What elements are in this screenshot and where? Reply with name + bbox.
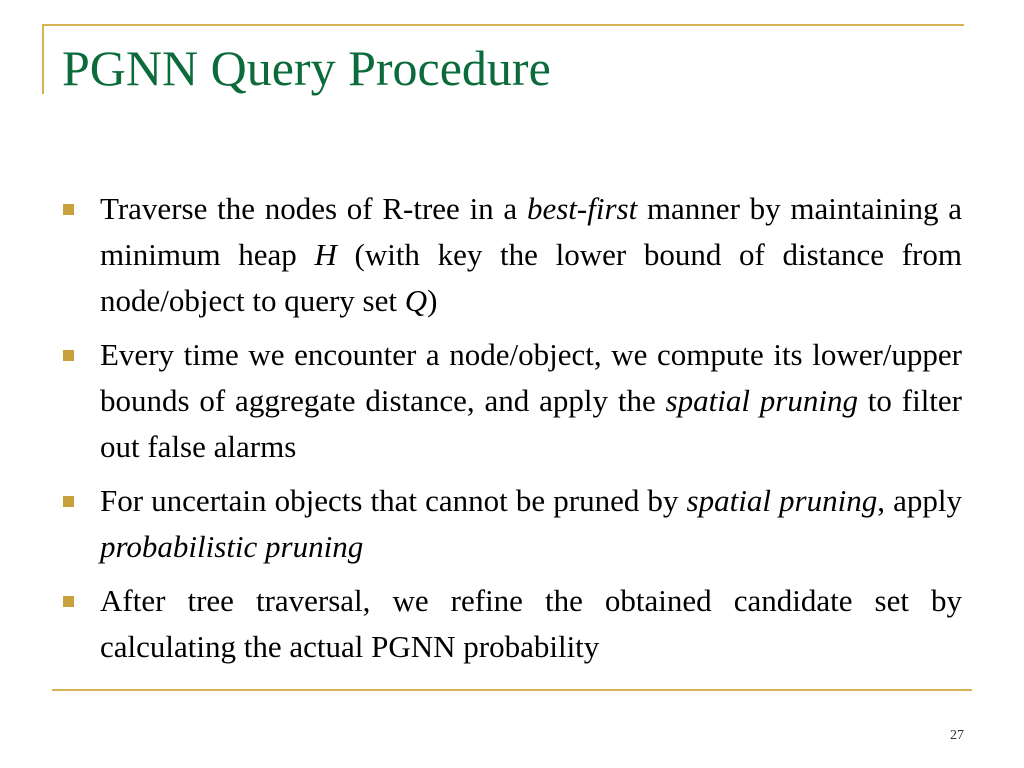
left-border-line [42, 24, 44, 94]
text-run: to filter out false alarms [100, 383, 962, 464]
footer-divider [52, 689, 972, 691]
text-run-italic: Q [404, 283, 428, 318]
bullet-item [60, 186, 962, 324]
bullet-text [100, 337, 962, 464]
text-run: , apply [877, 483, 962, 518]
text-run-italic: probabilistic pruning [100, 529, 364, 564]
bullet-item [60, 332, 962, 470]
top-border-line [42, 24, 964, 26]
text-run-italic: H [314, 237, 337, 272]
square-bullet-icon [63, 496, 74, 507]
slide-title: PGNN Query Procedure [62, 40, 551, 96]
page-number: 27 [950, 728, 964, 743]
bullet-item [60, 578, 962, 670]
text-run: After tree traversal, we refine the obtained candidate set by calculating the actual PGNN probability [100, 583, 962, 664]
bullet-text [100, 483, 962, 564]
text-run: manner by maintaining a minimum heap [100, 191, 962, 272]
text-run: ) [427, 283, 438, 318]
text-run: Every time we encounter a node/object, we compute its lower/upper bounds of aggregate distance, and apply the [100, 337, 962, 418]
square-bullet-icon [63, 596, 74, 607]
bullet-item [60, 478, 962, 570]
text-run: For uncertain objects that cannot be pruned by [100, 483, 687, 518]
text-run: Traverse the nodes of R-tree in a [100, 191, 527, 226]
bullet-list [60, 186, 962, 678]
text-run-italic: spatial pruning [686, 483, 878, 518]
bullet-text [100, 191, 962, 318]
text-run: (with key the lower bound of distance from node/object to query set [100, 237, 962, 318]
square-bullet-icon [63, 204, 74, 215]
text-run-italic: spatial pruning [665, 383, 858, 418]
bullet-text [100, 583, 962, 664]
text-run-italic: best-first [526, 191, 638, 226]
square-bullet-icon [63, 350, 74, 361]
